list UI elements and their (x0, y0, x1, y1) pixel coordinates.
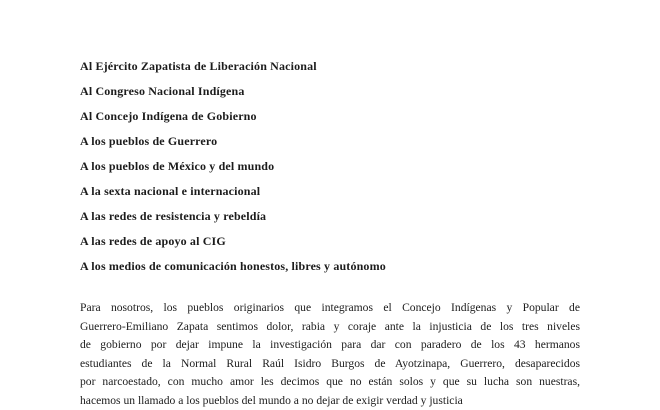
recipient-line-ezln: Al Ejército Zapatista de Liberación Nacional (80, 54, 580, 79)
body-paragraph (80, 299, 580, 410)
recipient-line-medios: A los medios de comunicación honestos, libres y autónomo (80, 254, 580, 279)
recipient-line-cig: Al Concejo Indígena de Gobierno (80, 104, 580, 129)
recipient-line-cni: Al Congreso Nacional Indígena (80, 79, 580, 104)
recipient-line-redes-apoyo: A las redes de apoyo al CIG (80, 229, 580, 254)
recipient-line-sexta: A la sexta nacional e internacional (80, 179, 580, 204)
recipient-line-pueblos-guerrero: A los pueblos de Guerrero (80, 129, 580, 154)
recipient-line-pueblos-mexico: A los pueblos de México y del mundo (80, 154, 580, 179)
recipient-line-redes-resistencia: A las redes de resistencia y rebeldía (80, 204, 580, 229)
paragraph-line-5: por narcoestado, con mucho amor les decimos que no están solos y que su lucha son nuestras, (80, 373, 580, 392)
paragraph-line-4: estudiantes de la Normal Rural Raúl Isidro Burgos de Ayotzinapa, Guerrero, desaparecidos (80, 355, 580, 374)
paragraph-line-6-clipped: hacemos un llamado a los pueblos del mundo a no dejar de exigir verdad y justicia (80, 392, 580, 410)
recipient-list (80, 54, 580, 279)
paragraph-line-3: de gobierno por dejar impune la investigación para dar con paradero de los 43 hermanos (80, 336, 580, 355)
paragraph-line-1: Para nosotros, los pueblos originarios que integramos el Concejo Indígenas y Popular de (80, 299, 580, 318)
document-page (80, 54, 580, 410)
paragraph-line-2: Guerrero-Emiliano Zapata sentimos dolor, rabia y coraje ante la injusticia de los tres niveles (80, 318, 580, 337)
